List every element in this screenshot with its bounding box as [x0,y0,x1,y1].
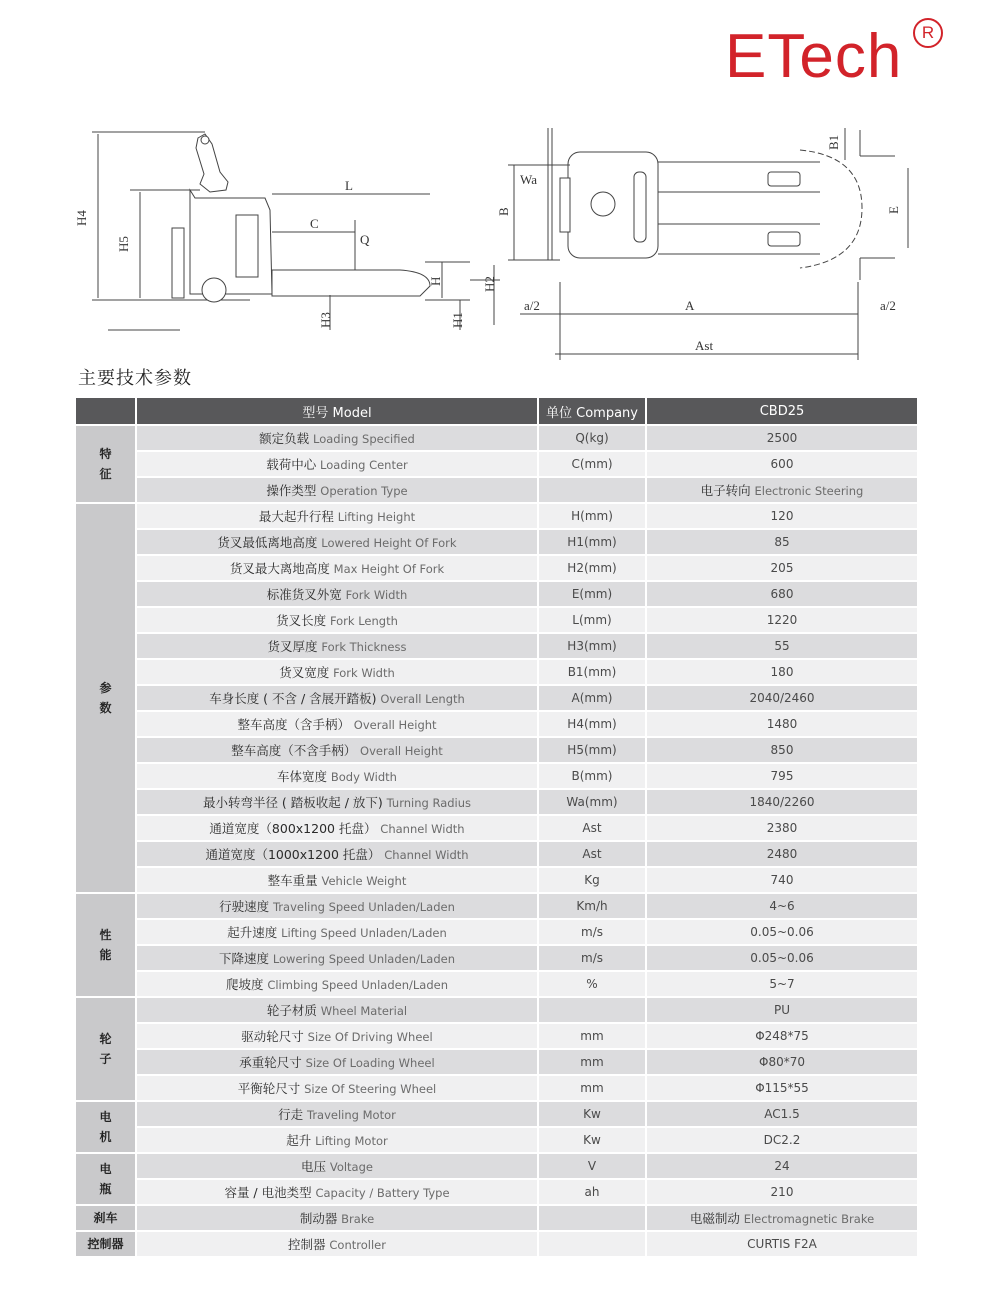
unit-cell: % [539,972,647,998]
table-row [76,1154,919,1180]
parameter-name-cell [137,1232,539,1258]
parameter-name-en: Size Of Driving Wheel [307,1030,433,1044]
parameter-name-cell [137,686,539,712]
logo-text: ETech [725,22,903,91]
unit-cell: E(mm) [539,582,647,608]
table-row [76,1024,919,1050]
parameter-name-en: Operation Type [320,484,408,498]
value-cell: 1840/2260 [647,790,919,816]
value-zh: 电磁制动 [689,1211,740,1226]
value-cell: AC1.5 [647,1102,919,1128]
parameter-name-zh: 最小转弯半径 ( 踏板收起 / 放下) [202,795,383,810]
value-cell: DC2.2 [647,1128,919,1154]
value-cell: 0.05~0.06 [647,946,919,972]
parameter-name-en: Lowering Speed Unladen/Laden [272,952,456,966]
value-cell: 850 [647,738,919,764]
header-unit: 单位 Company [539,398,647,426]
unit-cell: mm [539,1024,647,1050]
value-cell: 205 [647,556,919,582]
label-B: B [496,207,511,216]
header-corner-cell [76,398,137,426]
value-cell: 1480 [647,712,919,738]
category-cell: 特 征 [76,426,137,504]
table-row [76,946,919,972]
parameter-name-cell [137,452,539,478]
parameter-name-cell [137,738,539,764]
parameter-name-en: Traveling Speed Unladen/Laden [272,900,455,914]
parameter-name-zh: 货叉厚度 [267,639,318,654]
side-view-drawing [92,132,500,330]
unit-cell: V [539,1154,647,1180]
table-row [76,816,919,842]
unit-cell: ah [539,1180,647,1206]
parameter-name-zh: 电压 [301,1159,327,1174]
unit-cell: Kg [539,868,647,894]
parameter-name-cell [137,478,539,504]
parameter-name-cell [137,582,539,608]
parameter-name-zh: 下降速度 [218,951,269,966]
value-cell: 740 [647,868,919,894]
parameter-name-zh: 货叉宽度 [279,665,330,680]
table-row [76,1128,919,1154]
category-cell: 刹车 [76,1206,137,1232]
parameter-name-zh: 载荷中心 [266,457,317,472]
parameter-name-zh: 起升速度 [227,925,278,940]
category-cell: 轮 子 [76,998,137,1102]
value-cell: 680 [647,582,919,608]
unit-cell [539,1232,647,1258]
parameter-name-en: Wheel Material [320,1004,408,1018]
category-cell: 控制器 [76,1232,137,1258]
parameter-name-cell [137,1154,539,1180]
unit-cell [539,998,647,1024]
table-row [76,504,919,530]
parameter-name-cell [137,790,539,816]
table-row [76,478,919,504]
parameter-name-zh: 货叉最大离地高度 [229,561,330,576]
value-cell: 2040/2460 [647,686,919,712]
parameter-name-zh: 通道宽度（800x1200 托盘） [209,821,377,836]
unit-cell: H5(mm) [539,738,647,764]
parameter-name-cell [137,608,539,634]
table-row [76,426,919,452]
value-cell: 2380 [647,816,919,842]
label-H4: H4 [74,210,89,226]
unit-cell: H3(mm) [539,634,647,660]
table-row [76,530,919,556]
registered-mark-icon: R [913,18,943,48]
parameter-name-en: Channel Width [380,822,465,836]
value-cell: 5~7 [647,972,919,998]
table-header-row [76,398,919,426]
table-row [76,712,919,738]
table-row [76,452,919,478]
value-cell: PU [647,998,919,1024]
value-cell [647,1206,919,1232]
parameter-name-en: Fork Length [329,614,398,628]
table-row [76,920,919,946]
parameter-name-en: Lifting Height [337,510,416,524]
label-L: L [345,178,353,193]
parameter-name-zh: 制动器 [299,1211,338,1226]
parameter-name-en: Overall Height [353,718,437,732]
parameter-name-cell [137,1024,539,1050]
header-model: 型号 Model [137,398,539,426]
value-cell: Φ115*55 [647,1076,919,1102]
unit-cell: Ast [539,842,647,868]
unit-cell: L(mm) [539,608,647,634]
parameter-name-cell [137,1076,539,1102]
category-cell: 电 机 [76,1102,137,1154]
unit-cell: Kw [539,1128,647,1154]
value-cell: 120 [647,504,919,530]
parameter-name-cell [137,764,539,790]
unit-cell: H(mm) [539,504,647,530]
parameter-name-cell [137,998,539,1024]
top-view-drawing [508,128,908,360]
parameter-name-cell [137,1180,539,1206]
parameter-name-zh: 起升 [286,1133,312,1148]
parameter-name-zh: 控制器 [288,1237,326,1252]
parameter-name-en: Fork Width [333,666,395,680]
unit-cell: C(mm) [539,452,647,478]
parameter-name-cell [137,920,539,946]
parameter-name-cell [137,712,539,738]
unit-cell: A(mm) [539,686,647,712]
category-cell: 参 数 [76,504,137,894]
parameter-name-en: Body Width [330,770,397,784]
parameter-name-en: Overall Length [380,692,465,706]
parameter-name-en: Fork Thickness [321,640,407,654]
label-a2-left: a/2 [524,298,540,313]
parameter-name-cell [137,660,539,686]
parameter-name-en: Loading Specified [313,432,415,446]
table-row [76,582,919,608]
unit-cell: H2(mm) [539,556,647,582]
table-row [76,686,919,712]
parameter-name-zh: 驱动轮尺寸 [241,1029,304,1044]
category-cell: 电 瓶 [76,1154,137,1206]
value-cell: 1220 [647,608,919,634]
parameter-name-zh: 承重轮尺寸 [239,1055,302,1070]
parameter-name-en: Controller [329,1238,386,1252]
unit-cell: mm [539,1076,647,1102]
parameter-name-zh: 行驶速度 [219,899,270,914]
parameter-name-en: Brake [341,1212,375,1226]
value-cell: Φ80*70 [647,1050,919,1076]
value-cell: 85 [647,530,919,556]
value-en: Electronic Steering [754,484,864,498]
side-view-labels [74,178,497,328]
table-row [76,998,919,1024]
parameter-name-zh: 爬坡度 [225,977,264,992]
table-row [76,790,919,816]
parameter-name-cell [137,530,539,556]
value-cell: 600 [647,452,919,478]
unit-cell: Ast [539,816,647,842]
unit-cell: H4(mm) [539,712,647,738]
value-cell: 24 [647,1154,919,1180]
unit-cell: m/s [539,946,647,972]
label-E: E [886,206,901,214]
parameter-name-cell [137,556,539,582]
value-cell: 2480 [647,842,919,868]
parameter-name-cell [137,1050,539,1076]
value-cell: 0.05~0.06 [647,920,919,946]
parameter-name-en: Climbing Speed Unladen/Laden [267,978,448,992]
parameter-name-cell [137,1206,539,1232]
parameter-name-cell [137,1102,539,1128]
label-H: H [428,276,443,286]
value-cell: 795 [647,764,919,790]
parameter-name-en: Lifting Speed Unladen/Laden [281,926,447,940]
label-a2-right: a/2 [880,298,896,313]
parameter-name-zh: 最大起升行程 [258,509,334,524]
value-cell [647,478,919,504]
label-H3: H3 [318,312,333,328]
unit-cell [539,478,647,504]
parameter-name-zh: 货叉长度 [276,613,327,628]
parameter-name-zh: 标准货叉外宽 [266,587,342,602]
parameter-name-cell [137,946,539,972]
parameter-name-cell [137,1128,539,1154]
parameter-name-zh: 轮子材质 [266,1003,317,1018]
parameter-name-zh: 整车高度（不含手柄） [231,743,357,758]
parameter-name-en: Lifting Motor [315,1134,388,1148]
value-cell: Φ248*75 [647,1024,919,1050]
unit-cell: H1(mm) [539,530,647,556]
parameter-name-en: Voltage [329,1160,373,1174]
table-row [76,842,919,868]
parameter-name-en: Traveling Motor [306,1108,396,1122]
spec-table [76,398,919,1258]
unit-cell: mm [539,1050,647,1076]
label-B1: B1 [826,134,841,150]
value-en: Electromagnetic Brake [743,1212,875,1226]
unit-cell: B1(mm) [539,660,647,686]
parameter-name-zh: 车身长度 ( 不含 / 含展开踏板) [209,691,377,706]
parameter-name-zh: 行走 [278,1107,304,1122]
label-Ast: Ast [695,338,714,353]
table-row [76,1180,919,1206]
value-cell: 2500 [647,426,919,452]
unit-cell: m/s [539,920,647,946]
label-A: A [685,298,695,313]
parameter-name-en: Overall Height [360,744,443,758]
table-row [76,1050,919,1076]
parameter-name-en: Size Of Steering Wheel [304,1082,437,1096]
table-row [76,1232,919,1258]
table-row [76,868,919,894]
parameter-name-zh: 通道宽度（1000x1200 托盘） [205,847,381,862]
parameter-name-zh: 货叉最低离地高度 [217,535,318,550]
parameter-name-cell [137,868,539,894]
table-row [76,1076,919,1102]
parameter-name-zh: 额定负载 [259,431,310,446]
top-view-labels [496,135,901,353]
value-cell: 4~6 [647,894,919,920]
table-row [76,972,919,998]
label-H5: H5 [116,236,131,252]
value-cell: 180 [647,660,919,686]
table-row [76,894,919,920]
parameter-name-en: Size Of Loading Wheel [305,1056,435,1070]
parameter-name-en: Turning Radius [386,796,472,810]
parameter-name-zh: 车体宽度 [277,769,328,784]
parameter-name-zh: 操作类型 [266,483,317,498]
parameter-name-en: Fork Width [345,588,408,602]
parameter-name-cell [137,426,539,452]
technical-drawings [0,120,1000,365]
label-C: C [310,216,319,231]
table-row [76,1102,919,1128]
table-row [76,764,919,790]
label-Wa: Wa [520,172,537,187]
table-row [76,738,919,764]
value-zh: 电子转向 [700,483,751,498]
label-H1: H1 [450,312,465,328]
section-title: 主要技术参数 [78,368,192,389]
unit-cell: Q(kg) [539,426,647,452]
parameter-name-zh: 整车重量 [267,873,318,888]
parameter-name-cell [137,504,539,530]
table-row [76,634,919,660]
parameter-name-cell [137,842,539,868]
unit-cell: Wa(mm) [539,790,647,816]
label-Q: Q [360,232,370,247]
parameter-name-en: Max Height Of Fork [333,562,445,576]
table-row [76,660,919,686]
unit-cell: Km/h [539,894,647,920]
parameter-name-en: Channel Width [384,848,469,862]
parameter-name-en: Capacity / Battery Type [315,1186,450,1200]
label-H2: H2 [482,276,497,292]
parameter-name-en: Loading Center [320,458,408,472]
parameter-name-en: Vehicle Weight [321,874,407,888]
parameter-name-cell [137,894,539,920]
brand-logo [725,22,935,92]
table-row [76,1206,919,1232]
value-cell: CURTIS F2A [647,1232,919,1258]
parameter-name-cell [137,816,539,842]
table-row [76,556,919,582]
table-row [76,608,919,634]
parameter-name-zh: 平衡轮尺寸 [237,1081,301,1096]
parameter-name-en: Lowered Height Of Fork [321,536,457,550]
parameter-name-cell [137,634,539,660]
parameter-name-zh: 整车高度（含手柄） [237,717,350,732]
unit-cell: B(mm) [539,764,647,790]
parameter-name-zh: 容量 / 电池类型 [224,1185,312,1200]
unit-cell [539,1206,647,1232]
parameter-name-cell [137,972,539,998]
category-cell: 性 能 [76,894,137,998]
header-value: CBD25 [647,398,919,426]
value-cell: 210 [647,1180,919,1206]
value-cell: 55 [647,634,919,660]
unit-cell: Kw [539,1102,647,1128]
